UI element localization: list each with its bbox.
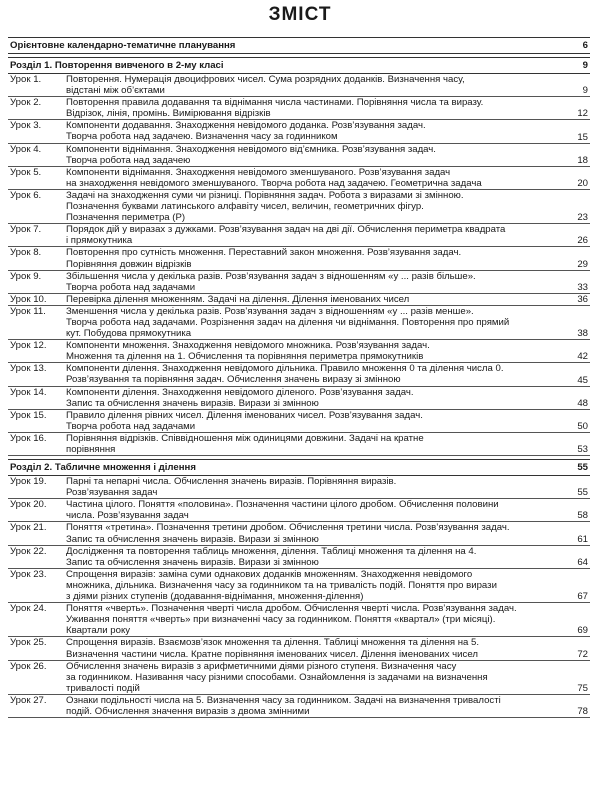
- page-number: 53: [577, 444, 588, 456]
- lesson-entry[interactable]: [8, 247, 590, 270]
- lesson-label: Урок 21.: [10, 522, 47, 534]
- lesson-line: Творча робота над задачами. Розрізнення задач на ділення чи віднімання. Повторення про прямий: [66, 316, 510, 328]
- lesson-line: Запис та обчислення значень виразів. Вирази зі змінною: [66, 533, 319, 545]
- lesson-line: подій. Обчислення значення виразів з двома змінними: [66, 705, 310, 717]
- page-number: 72: [577, 648, 588, 660]
- lesson-line: Парні та непарні числа. Обчислення значень виразів. Порівняння виразів.: [66, 476, 397, 488]
- lesson-line: Уживання поняття «чверть» при визначенні часу за годинником. Поняття «квартал» (три місяці).: [66, 614, 496, 626]
- lesson-line: Компоненти ділення. Знаходження невідомого діленого. Розв’язування задач.: [66, 386, 414, 398]
- lesson-label: Урок 12.: [10, 340, 47, 352]
- lesson-entry[interactable]: [8, 569, 590, 603]
- lesson-description: [66, 271, 568, 293]
- section-title: Розділ 2. Табличне множення і ділення: [10, 462, 196, 474]
- lesson-entry[interactable]: [8, 476, 590, 499]
- lesson-entry[interactable]: [8, 387, 590, 410]
- lesson-line: Запис та обчислення значень виразів. Вирази зі змінною: [66, 397, 319, 409]
- lesson-line: Правило ділення рівних чисел. Ділення іменованих чисел. Розв’язування задач.: [66, 409, 423, 421]
- lesson-description: [66, 247, 568, 269]
- lesson-entry[interactable]: [8, 167, 590, 190]
- lesson-entry[interactable]: [8, 97, 590, 120]
- lesson-line: множника, дільника. Визначення часу за годинником та на тривалість подій. Поняття про вирази: [66, 579, 497, 591]
- lesson-line: Позначення буквами латинського алфавіту чисел, величин, геометричних фігур.: [66, 201, 424, 213]
- lesson-entry[interactable]: [8, 637, 590, 660]
- lesson-line: Квартали року: [66, 625, 131, 637]
- lesson-label: Урок 11.: [10, 305, 46, 317]
- page-number: 64: [577, 556, 588, 568]
- page-number: 50: [577, 420, 588, 432]
- lesson-description: [66, 637, 568, 659]
- lesson-label: Урок 5.: [10, 166, 42, 178]
- lesson-line: з діями різних ступенів (додавання-віднімання, множення-ділення): [66, 591, 364, 603]
- section-title: Розділ 1. Повторення вивченого в 2-му класі: [10, 60, 224, 71]
- lesson-description: [66, 522, 568, 544]
- page-number: 29: [577, 258, 588, 270]
- lesson-line: Поняття «чверть». Позначення чверті числа дробом. Обчислення чверті числа. Розв’язування задач.: [66, 603, 517, 615]
- lesson-line: Позначення периметра (P): [66, 212, 186, 224]
- lesson-label: Урок 25.: [10, 637, 47, 649]
- lesson-description: [66, 603, 568, 636]
- lesson-line: Творча робота над задачами: [66, 420, 196, 432]
- lesson-line: Компоненти віднімання. Знаходження невідомого зменшуваного. Розв’язування задач: [66, 166, 451, 178]
- page-number: 6: [582, 40, 588, 51]
- lesson-line: Порівняння відрізків. Співвідношення між одиницями довжини. Задачі на кратне: [66, 432, 424, 444]
- lesson-entry[interactable]: [8, 190, 590, 224]
- lesson-entry[interactable]: [8, 433, 590, 456]
- lesson-label: Урок 27.: [10, 694, 47, 706]
- lesson-line: числа. Розв’язування задач: [66, 510, 189, 522]
- page-number: 12: [577, 108, 588, 120]
- lesson-description: [66, 97, 568, 119]
- lesson-entry[interactable]: [8, 363, 590, 386]
- lesson-description: [66, 387, 568, 409]
- lesson-entry[interactable]: [8, 294, 590, 306]
- lesson-entry[interactable]: [8, 661, 590, 695]
- lesson-entry[interactable]: [8, 306, 590, 340]
- lesson-description: [66, 340, 568, 362]
- lesson-entry[interactable]: [8, 522, 590, 545]
- lesson-line: Повторення правила додавання та віднімання числа частинами. Порівняння числа та виразу.: [66, 97, 484, 109]
- lesson-line: Порядок дій у виразах з дужками. Розв’язування задач на дві дії. Обчислення периметра квадрата: [66, 224, 506, 236]
- lesson-line: Відрізок, лінія, промінь. Вимірювання відрізків: [66, 108, 271, 120]
- lesson-entry[interactable]: [8, 224, 590, 247]
- lesson-description: [66, 546, 568, 568]
- contents-list: [8, 34, 590, 718]
- lesson-description: [66, 499, 568, 521]
- lesson-label: Урок 7.: [10, 224, 42, 236]
- lesson-entry[interactable]: [8, 271, 590, 294]
- lesson-line: Запис та обчислення значень виразів. Вирази зі змінною: [66, 556, 319, 568]
- lesson-label: Урок 13.: [10, 363, 47, 375]
- page-number: 20: [577, 177, 588, 189]
- lesson-label: Урок 4.: [10, 143, 42, 155]
- lesson-label: Урок 8.: [10, 247, 42, 259]
- lesson-line: Задачі на знаходження суми чи різниці. Порівняння задач. Робота з виразами зі змінною.: [66, 189, 464, 201]
- lesson-label: Урок 15.: [10, 409, 47, 421]
- lesson-line: на знаходження невідомого зменшуваного. Творча робота над задачею. Геометрична задача: [66, 177, 482, 189]
- lesson-line: Розв’язування та порівняння задач. Обчислення значень виразу зі змінною: [66, 374, 401, 386]
- lesson-line: Визначення частини числа. Кратне порівняння іменованих чисел. Ділення іменованих чисел: [66, 648, 478, 660]
- lesson-description: [66, 120, 568, 142]
- section-heading[interactable]: [8, 459, 590, 476]
- lesson-description: [66, 661, 568, 694]
- page-number: 26: [577, 235, 588, 247]
- lesson-line: Повторення про сутність множення. Переставний закон множення. Розв’язування задач.: [66, 247, 462, 259]
- lesson-description: [66, 363, 568, 385]
- lesson-description: [66, 410, 568, 432]
- lesson-entry[interactable]: [8, 120, 590, 143]
- lesson-label: Урок 3.: [10, 120, 42, 132]
- page-number: 9: [582, 60, 588, 71]
- page-number: 58: [577, 510, 588, 522]
- lesson-description: [66, 306, 568, 339]
- lesson-label: Урок 24.: [10, 603, 47, 615]
- lesson-label: Урок 14.: [10, 386, 47, 398]
- section-title: Орієнтовне календарно-тематичне планування: [10, 40, 236, 51]
- lesson-entry[interactable]: [8, 74, 590, 97]
- lesson-line: Розв’язування задач: [66, 487, 158, 499]
- page-number: 69: [577, 625, 588, 637]
- lesson-label: Урок 2.: [10, 97, 42, 109]
- lesson-description: [66, 433, 568, 455]
- page-title: ЗМІСТ: [268, 4, 332, 25]
- lesson-line: Збільшення числа у декілька разів. Розв’язування задач з відношенням «у ... разів більше».: [66, 270, 476, 282]
- lesson-line: і прямокутника: [66, 235, 133, 247]
- lesson-entry[interactable]: [8, 340, 590, 363]
- lesson-label: Урок 22.: [10, 545, 47, 557]
- lesson-line: відстані між об’єктами: [66, 85, 165, 97]
- page-number: 18: [577, 154, 588, 166]
- lesson-line: Дослідження та повторення таблиць множення, ділення. Таблиці множення та ділення на 4.: [66, 545, 477, 557]
- section-heading[interactable]: [8, 57, 590, 74]
- lesson-entry[interactable]: [8, 410, 590, 433]
- lesson-line: за годинником. Називання часу різними способами. Ознайомлення із задачами на визначення: [66, 671, 488, 683]
- lesson-line: Творча робота над задачею: [66, 154, 191, 166]
- lesson-line: тривалості подій: [66, 682, 140, 694]
- lesson-line: Творча робота над задачами: [66, 281, 196, 293]
- page-number: 61: [577, 533, 588, 545]
- lesson-line: Перевірка ділення множенням. Задачі на ділення. Ділення іменованих чисел: [66, 293, 410, 305]
- lesson-line: Ознаки подільності числа на 5. Визначення часу за годинником. Задачі на визначення тривалості: [66, 694, 501, 706]
- lesson-description: [66, 74, 568, 96]
- page-number: 38: [577, 328, 588, 340]
- lesson-entry[interactable]: [8, 546, 590, 569]
- lesson-line: Множення та ділення на 1. Обчислення та порівняння периметра прямокутників: [66, 351, 424, 363]
- lesson-label: Урок 6.: [10, 189, 42, 201]
- page-number: 55: [577, 462, 588, 474]
- lesson-line: Компоненти віднімання. Знаходження невідомого від’ємника. Розв’язування задач.: [66, 143, 436, 155]
- lesson-entry[interactable]: [8, 499, 590, 522]
- page-number: 33: [577, 281, 588, 293]
- lesson-line: Обчислення значень виразів з арифметичними діями різного ступеня. Визначення часу: [66, 660, 457, 672]
- lesson-line: Компоненти додавання. Знаходження невідомого доданка. Розв’язування задач.: [66, 120, 426, 132]
- lesson-label: Урок 1.: [10, 74, 42, 85]
- lesson-line: кут. Побудова прямокутника: [66, 328, 192, 340]
- lesson-description: [66, 167, 568, 189]
- lesson-label: Урок 9.: [10, 270, 42, 282]
- lesson-line: порівняння: [66, 444, 116, 455]
- page-number: 78: [577, 706, 588, 718]
- lesson-description: [66, 144, 568, 166]
- page-number: 67: [577, 591, 588, 603]
- lesson-description: [66, 224, 568, 246]
- page-number: 45: [577, 374, 588, 386]
- lesson-entry[interactable]: [8, 144, 590, 167]
- lesson-description: [66, 695, 568, 717]
- page-number: 75: [577, 682, 588, 694]
- lesson-line: Спрощення виразів. Взаємозв’язок множення та ділення. Таблиці множення та ділення на 5.: [66, 637, 480, 649]
- page-number: 42: [577, 351, 588, 363]
- lesson-line: Повторення. Нумерація двоцифрових чисел. Сума розрядних доданків. Визначення часу,: [66, 74, 465, 85]
- lesson-description: [66, 190, 568, 223]
- lesson-label: Урок 19.: [10, 476, 47, 488]
- lesson-line: Компоненти множення. Знаходження невідомого множника. Розв’язування задач.: [66, 340, 430, 352]
- lesson-label: Урок 23.: [10, 568, 47, 580]
- lesson-label: Урок 26.: [10, 660, 47, 672]
- lesson-description: [66, 569, 568, 602]
- lesson-line: Спрощення виразів: заміна суми однакових доданків множенням. Знаходження невідомого: [66, 568, 473, 580]
- page-number: 9: [582, 85, 588, 97]
- page-number: 23: [577, 212, 588, 224]
- lesson-line: Поняття «третина». Позначення третини дробом. Обчислення третини числа. Розв’язування задач.: [66, 522, 510, 534]
- lesson-label: Урок 20.: [10, 499, 47, 511]
- lesson-label: Урок 16.: [10, 432, 47, 444]
- lesson-line: Творча робота над задачею. Визначення часу за годинником: [66, 131, 338, 143]
- lesson-entry[interactable]: [8, 695, 590, 718]
- lesson-line: Порівняння довжин відрізків: [66, 258, 192, 270]
- lesson-description: [66, 476, 568, 498]
- lesson-entry[interactable]: [8, 603, 590, 637]
- page-number: 55: [577, 487, 588, 499]
- page-number: 15: [577, 131, 588, 143]
- lesson-label: Урок 10.: [10, 293, 47, 305]
- lesson-line: Зменшення числа у декілька разів. Розв’язування задач з відношенням «у ... разів менше».: [66, 305, 474, 317]
- section-heading[interactable]: [8, 37, 590, 54]
- page-number: 36: [577, 293, 588, 305]
- page-number: 48: [577, 397, 588, 409]
- lesson-description: [66, 294, 568, 305]
- lesson-line: Частина цілого. Поняття «половина». Позначення частини цілого дробом. Обчислення половини: [66, 499, 499, 511]
- lesson-line: Компоненти ділення. Знаходження невідомого дільника. Правило множення 0 та ділення числа 0.: [66, 363, 504, 375]
